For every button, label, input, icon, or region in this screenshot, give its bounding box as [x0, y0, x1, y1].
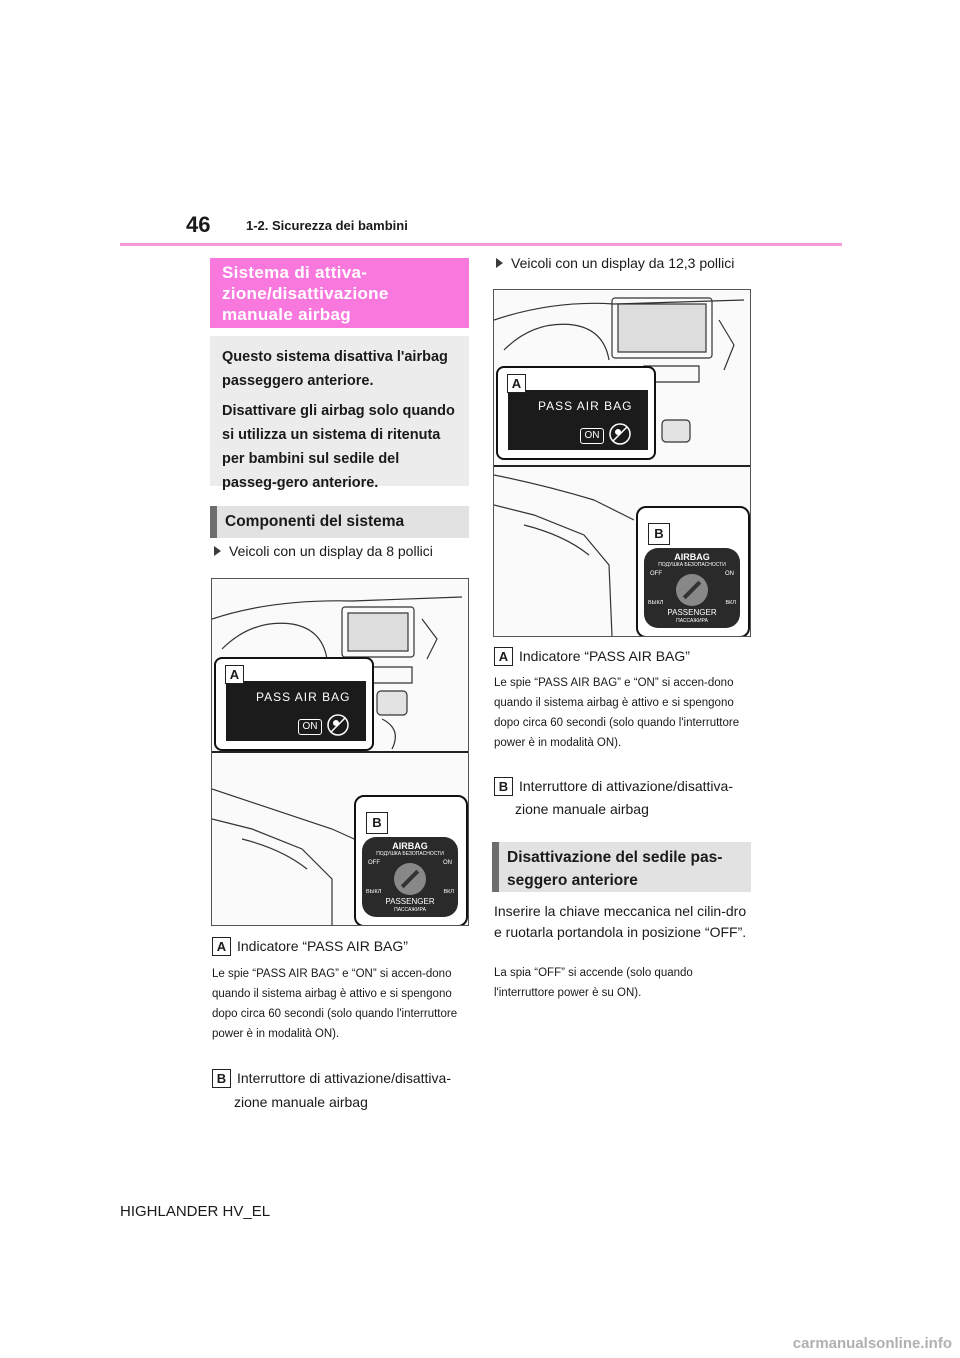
callout-b-panel: [636, 506, 750, 637]
pass-airbag-display: [226, 681, 366, 741]
switch-passenger-label: PASSENGER: [667, 608, 717, 617]
left-a-text: Indicatore “PASS AIR BAG”: [237, 938, 408, 954]
left-b-text-2: zione manuale airbag: [234, 1094, 368, 1110]
switch-off-label: OFF: [368, 860, 380, 866]
switch-airbag-ru-label: ПОДУШКА БЕЗОПАСНОСТИ: [658, 562, 726, 568]
triangle-bullet-icon: [496, 258, 503, 268]
right-a-description: Le spie “PASS AIR BAG” e “ON” si accen-dono quando il sistema airbag è attivo e si spengono dopo circa 60 secondi (solo quando l'interruttore power è in modalità ON).: [494, 677, 740, 749]
switch-on-ru-label: ВКЛ: [725, 600, 736, 606]
airbag-off-icon: [608, 422, 632, 446]
triangle-bullet-icon: [214, 546, 221, 556]
title-box: Sistema di attiva-zione/disattivazione manuale airbag: [210, 258, 469, 328]
right-b-label: B: [494, 777, 513, 796]
right-b-row: [494, 774, 754, 798]
bullet-12-inch: [496, 255, 734, 271]
right-a-row: [494, 644, 754, 668]
switch-passenger-ru-label: ПАССАЖИРА: [394, 907, 426, 913]
switch-off-ru-label: ВЫКЛ: [648, 600, 664, 606]
on-indicator: ON: [298, 719, 322, 735]
callout-b-label: B: [648, 523, 670, 545]
right-a-text: Indicatore “PASS AIR BAG”: [519, 648, 690, 664]
switch-off-ru-label: ВЫКЛ: [366, 889, 382, 895]
deactivation-heading: Disattivazione del sedile pas-seggero anteriore: [492, 842, 751, 892]
figure-8-inch: [211, 578, 469, 926]
right-a-label: A: [494, 647, 513, 666]
airbag-switch: [644, 548, 740, 628]
switch-knob[interactable]: [676, 574, 708, 606]
switch-airbag-label: AIRBAG: [392, 841, 428, 851]
page-number: 46: [186, 212, 211, 237]
on-indicator: ON: [580, 428, 604, 444]
section-header: 1-2. Sicurezza dei bambini: [246, 218, 408, 233]
callout-a-panel: [496, 366, 656, 460]
intro-paragraph-1: Questo sistema disattiva l'airbag passeggero anteriore.: [222, 349, 448, 389]
pass-airbag-display: [508, 390, 648, 450]
bullet-8-inch-text: Veicoli con un display da 8 pollici: [229, 543, 433, 559]
components-heading: Componenti del sistema: [210, 506, 469, 538]
intro-paragraph-2: Disattivare gli airbag solo quando si utilizza un sistema di ritenuta per bambini sul sedile del passeg-gero anteriore.: [222, 403, 455, 491]
callout-a-label: A: [225, 665, 244, 684]
callout-a-label: A: [507, 374, 526, 393]
footer-model: HIGHLANDER HV_EL: [120, 1203, 271, 1220]
switch-passenger-ru-label: ПАССАЖИРА: [676, 618, 708, 624]
key-slot-icon: [683, 581, 701, 599]
switch-airbag-ru-label: ПОДУШКА БЕЗОПАСНОСТИ: [376, 851, 444, 857]
deactivation-body: Inserire la chiave meccanica nel cilin-dro e ruotarla portandola in posizione “OFF”.: [494, 903, 747, 940]
left-b-row: [212, 1066, 472, 1090]
switch-on-label: ON: [443, 860, 452, 866]
left-b-text-1: Interruttore di attivazione/disattiva-: [237, 1070, 451, 1086]
intro-box: [210, 336, 469, 491]
switch-knob[interactable]: [394, 863, 426, 895]
callout-b-label: B: [366, 812, 388, 834]
right-b-text-2: zione manuale airbag: [515, 801, 649, 817]
left-a-label: A: [212, 937, 231, 956]
right-b-text-1: Interruttore di attivazione/disattiva-: [519, 778, 733, 794]
callout-b-panel: [354, 795, 468, 926]
deactivation-note: La spia “OFF” si accende (solo quando l'interruttore power è su ON).: [494, 967, 693, 999]
pass-airbag-label: PASS AIR BAG: [256, 690, 351, 704]
switch-on-label: ON: [725, 571, 734, 577]
airbag-off-icon: [326, 713, 350, 737]
watermark: carmanualsonline.info: [792, 1335, 952, 1352]
figure-12-inch: [493, 289, 751, 637]
bullet-12-inch-text: Veicoli con un display da 12,3 pollici: [511, 255, 735, 271]
switch-airbag-label: AIRBAG: [674, 552, 710, 562]
switch-off-label: OFF: [650, 571, 662, 577]
left-b-label: B: [212, 1069, 231, 1088]
pass-airbag-label: PASS AIR BAG: [538, 399, 633, 413]
bullet-8-inch: [214, 543, 433, 559]
left-a-description: Le spie “PASS AIR BAG” e “ON” si accen-dono quando il sistema airbag è attivo e si spengono dopo circa 60 secondi (solo quando l'interruttore power è in modalità ON).: [212, 968, 458, 1040]
left-a-row: [212, 934, 472, 958]
switch-on-ru-label: ВКЛ: [443, 889, 454, 895]
switch-passenger-label: PASSENGER: [385, 897, 435, 906]
header-rule: [120, 243, 842, 246]
callout-a-panel: [214, 657, 374, 751]
airbag-switch: [362, 837, 458, 917]
key-slot-icon: [401, 870, 419, 888]
